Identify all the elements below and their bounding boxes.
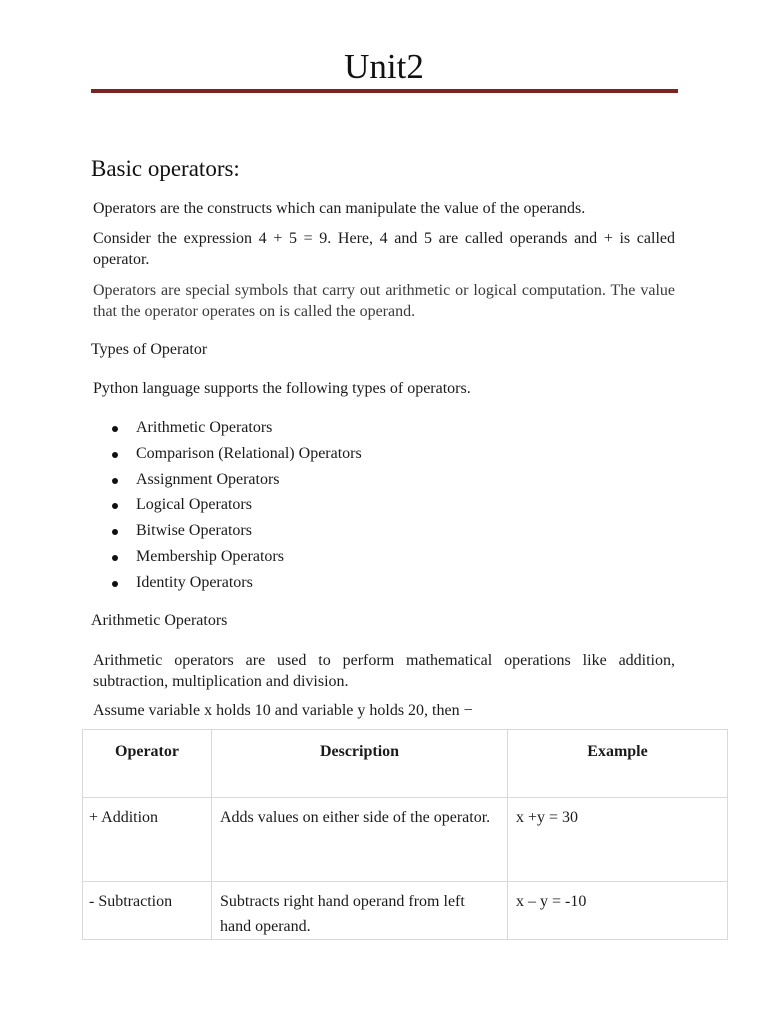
section-heading: Basic operators:: [91, 156, 240, 181]
bullet-icon: [112, 478, 118, 484]
list-item: Identity Operators: [110, 572, 362, 598]
operator-types-list: [110, 417, 362, 598]
list-item: Comparison (Relational) Operators: [110, 443, 362, 469]
bullet-icon: [112, 503, 118, 509]
cell-operator: + Addition: [83, 798, 212, 882]
list-item: Assignment Operators: [110, 469, 362, 495]
table-row: [83, 882, 728, 940]
arithmetic-heading: Arithmetic Operators: [91, 612, 228, 629]
cell-example: x +y = 30: [508, 798, 728, 882]
arithmetic-operators-table: [82, 729, 728, 940]
arithmetic-paragraph: Arithmetic operators are used to perform mathematical operations like addition, subtraction, multiplication and division.: [93, 652, 675, 690]
bullet-icon: [112, 555, 118, 561]
types-heading: Types of Operator: [91, 341, 208, 358]
list-item: Membership Operators: [110, 546, 362, 572]
bullet-icon: [112, 452, 118, 458]
bullet-icon: [112, 426, 118, 432]
header-operator: Operator: [83, 730, 212, 798]
types-intro: Python language supports the following types of operators.: [93, 380, 471, 397]
table-row: [83, 798, 728, 882]
bullet-icon: [112, 529, 118, 535]
page-title: Unit2: [344, 47, 424, 86]
bullet-icon: [112, 581, 118, 587]
cell-example: x – y = -10: [508, 882, 728, 940]
list-item: Arithmetic Operators: [110, 417, 362, 443]
paragraph-symbols: Operators are special symbols that carry out arithmetic or logical computation. The value that the operator operates on is called the operand.: [93, 282, 675, 320]
cell-operator: - Subtraction: [83, 882, 212, 940]
paragraph-expression: Consider the expression 4 + 5 = 9. Here, 4 and 5 are called operands and + is called operator.: [93, 230, 675, 268]
header-example: Example: [508, 730, 728, 798]
list-item: Bitwise Operators: [110, 520, 362, 546]
list-item: Logical Operators: [110, 494, 362, 520]
assume-line: Assume variable x holds 10 and variable y holds 20, then −: [93, 702, 473, 719]
paragraph-definition: Operators are the constructs which can manipulate the value of the operands.: [93, 200, 586, 217]
table-header-row: [83, 730, 728, 798]
cell-description: Subtracts right hand operand from left hand operand.: [212, 882, 508, 940]
header-description: Description: [212, 730, 508, 798]
cell-description: Adds values on either side of the operator.: [212, 798, 508, 882]
title-underline: [91, 89, 678, 93]
